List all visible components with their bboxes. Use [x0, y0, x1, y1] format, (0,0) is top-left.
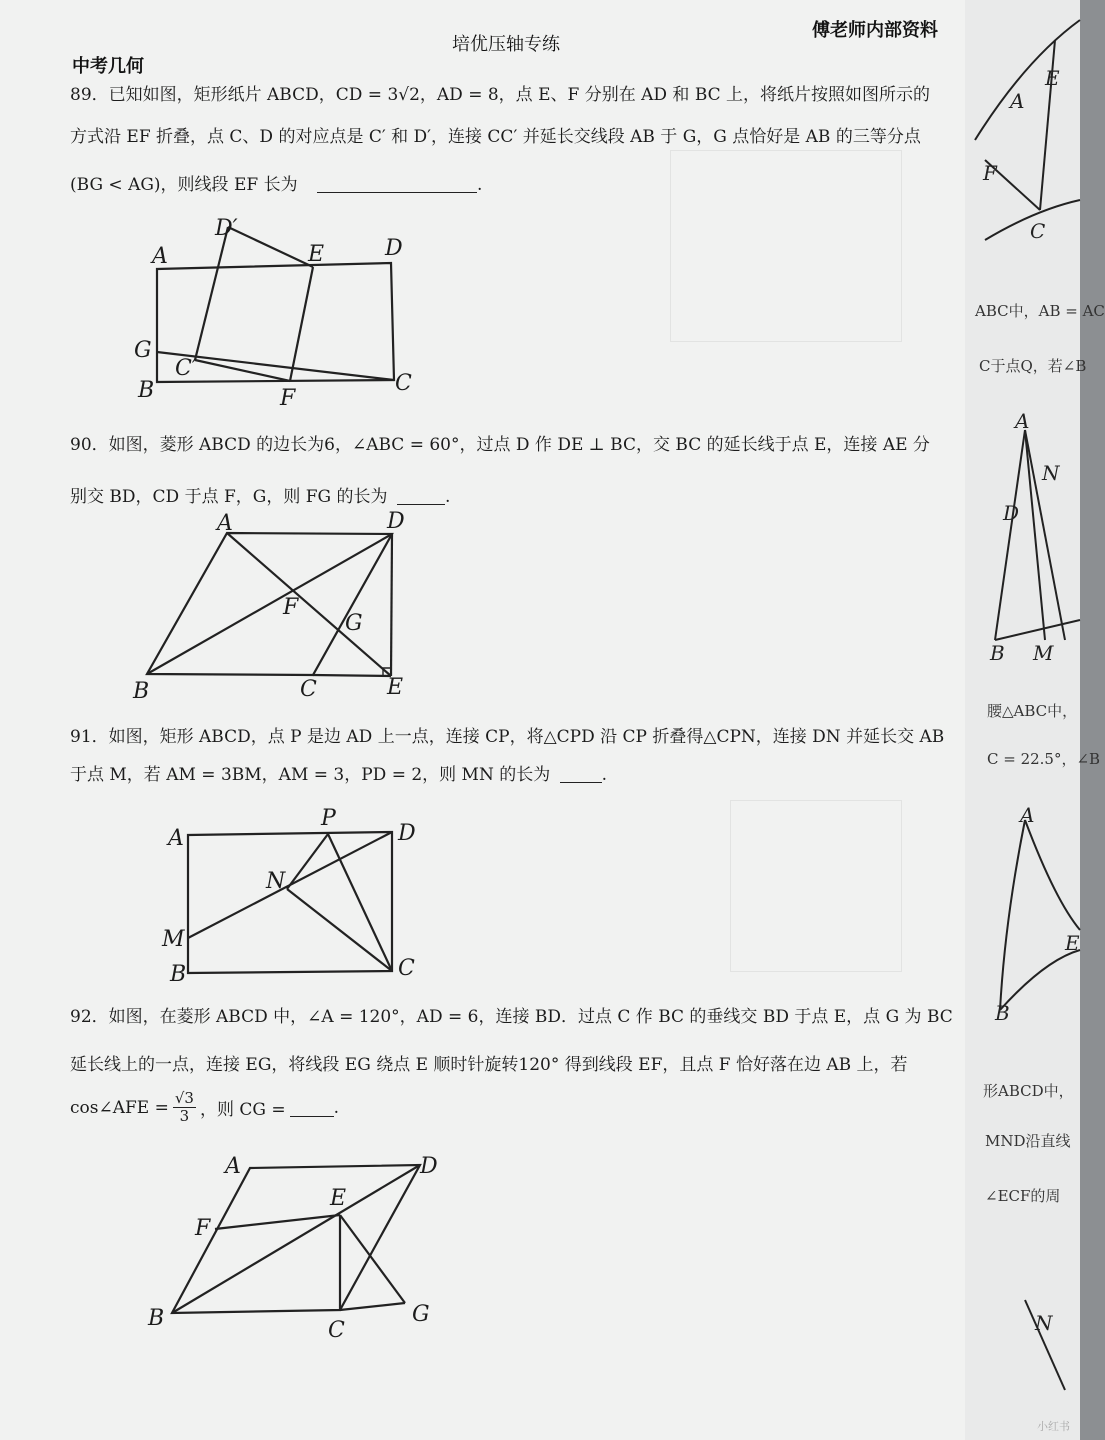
q92-label-a: A — [225, 1154, 241, 1179]
adjacent-label-e: E — [1045, 66, 1060, 90]
adjacent-text-1: ABC中，AB = AC — [975, 302, 1105, 320]
q91-label-c: C — [398, 956, 415, 981]
adjacent-text-5: 形ABCD中， — [983, 1082, 1074, 1100]
q92-answer-blank[interactable] — [290, 1099, 334, 1117]
q89-text-line3: (BG < AG)，则线段 EF 长为 . — [70, 175, 483, 195]
q90-figure — [125, 510, 425, 704]
adjacent-label-a: A — [1010, 89, 1025, 113]
q89-answer-blank[interactable] — [317, 175, 477, 193]
q91-answer-blank[interactable] — [560, 765, 602, 783]
q90-text-line1: 90．如图，菱形 ABCD 的边长为6，∠ABC = 60°，过点 D 作 DE ⊥ BC，交 BC 的延长线于点 E，连接 AE 分 — [70, 435, 930, 455]
adjacent-arc-3 — [1025, 820, 1080, 930]
q91-text-line2: 于点 M，若 AM = 3BM，AM = 3，PD = 2，则 MN 的长为 . — [70, 765, 608, 785]
q92-fraction-numerator: √3 — [174, 1089, 194, 1107]
q90-label-c: C — [300, 677, 317, 702]
q90-diagram — [125, 509, 425, 704]
q92-fraction — [173, 1090, 196, 1126]
adjacent-line-3 — [995, 430, 1025, 640]
q89-text-line1: 89．已知如图，矩形纸片 ABCD，CD = 3√2，AD = 8，点 E、F 分别在 AD 和 BC 上，将纸片按照如图所示的 — [70, 85, 931, 105]
q91-label-p: P — [321, 806, 336, 831]
q89-label-d-prime: D′ — [215, 216, 238, 241]
q91-label-d: D — [398, 821, 416, 846]
adjacent-arc-4 — [1000, 820, 1025, 1010]
q91-figure — [160, 805, 440, 999]
q90-text-line2: 别交 BD，CD 于点 F，G，则 FG 的长为 . — [70, 487, 451, 507]
q89-segment-d1c1 — [195, 227, 228, 360]
adjacent-label-f: F — [983, 161, 997, 185]
q91-segment-nc — [287, 889, 392, 971]
q90-label-a: A — [217, 511, 233, 536]
q92-question: ，则 CG = — [199, 1100, 286, 1121]
q90-segment-de — [391, 534, 392, 676]
q92-segment-cg — [340, 1303, 405, 1310]
adjacent-page — [965, 0, 1105, 1440]
q90-answer-blank[interactable] — [397, 487, 445, 505]
q92-cos-label: cos∠AFE = — [70, 1097, 169, 1118]
q91-diagram — [160, 805, 440, 995]
q90-segment-ae — [227, 533, 391, 676]
q92-diagram — [140, 1145, 460, 1345]
q92-label-f: F — [195, 1216, 211, 1241]
q90-label-b: B — [133, 679, 150, 704]
q91-text-line1: 91．如图，矩形 ABCD，点 P 是边 AD 上一点，连接 CP，将△CPD 沿 CP 折叠得△CPN，连接 DN 并延长交 AB — [70, 727, 945, 747]
adjacent-arc-1 — [975, 20, 1080, 140]
q92-segment-eg — [340, 1215, 405, 1303]
q91-segment-pn — [287, 834, 328, 889]
q92-label-c: C — [328, 1318, 345, 1343]
adjacent-label-e2: E — [1065, 931, 1080, 955]
header-left: 中考几何 — [72, 56, 144, 77]
q89-figure — [130, 215, 430, 419]
adjacent-label-a3: A — [1020, 803, 1035, 827]
adjacent-label-m: M — [1033, 641, 1054, 665]
adjacent-text-4: C = 22.5°，∠B — [987, 750, 1101, 768]
show-through-figure — [730, 800, 902, 972]
q89-label-a: A — [152, 244, 168, 269]
q89-label-c-prime: C′ — [175, 356, 197, 381]
q92-label-e: E — [330, 1186, 347, 1211]
q89-diagram — [130, 215, 430, 415]
q89-segment-ef — [290, 267, 313, 381]
q89-label-c: C — [395, 371, 412, 396]
q92-fraction-denominator: 3 — [179, 1107, 190, 1126]
q89-label-d: D — [385, 236, 403, 261]
q90-label-g: G — [345, 611, 363, 636]
q91-segment-pc — [328, 834, 392, 971]
q92-figure — [140, 1145, 460, 1349]
q91-segment-md — [188, 832, 392, 938]
header-right: 傅老师内部资料 — [812, 20, 938, 41]
q92-label-g: G — [412, 1302, 430, 1327]
q91-question: 于点 M，若 AM = 3BM，AM = 3，PD = 2，则 MN 的长为 — [70, 765, 551, 785]
q90-segment-ce — [313, 675, 391, 676]
q91-label-m: M — [162, 927, 185, 952]
adjacent-text-2: C于点Q，若∠B — [979, 357, 1087, 375]
q89-label-b: B — [138, 378, 155, 403]
adjacent-label-b: B — [990, 641, 1005, 665]
adjacent-label-c: C — [1030, 219, 1046, 243]
adjacent-label-n4: N — [1035, 1311, 1053, 1335]
adjacent-label-a2: A — [1015, 409, 1030, 433]
q90-label-f: F — [283, 595, 299, 620]
adjacent-label-n: N — [1042, 461, 1060, 485]
adjacent-label-b2: B — [995, 1001, 1010, 1025]
adjacent-text-6: MND沿直线 — [985, 1132, 1071, 1150]
watermark: 小红书 — [1037, 1420, 1070, 1433]
q90-label-d: D — [387, 509, 405, 534]
adjacent-text-3: 腰△ABC中， — [987, 702, 1078, 720]
q92-text-line2: 延长线上的一点，连接 EG，将线段 EG 绕点 E 顺时针旋转120° 得到线段 EF，且点 F 恰好落在边 AB 上，若 — [70, 1055, 908, 1075]
q89-label-e: E — [308, 242, 325, 267]
adjacent-arc-5 — [1000, 950, 1080, 1010]
q91-label-a: A — [168, 826, 184, 851]
adjacent-line-5 — [995, 620, 1080, 640]
q92-segment-ef — [215, 1215, 340, 1229]
q89-segment-d1e — [228, 227, 313, 267]
q89-label-g: G — [134, 338, 152, 363]
q92-text-line1: 92．如图，在菱形 ABCD 中，∠A = 120°，AD = 6，连接 BD．过点 C 作 BC 的垂线交 BD 于点 E，点 G 为 BC — [70, 1007, 953, 1027]
adjacent-text-7: ∠ECF的周 — [985, 1187, 1061, 1205]
q91-rectangle-abcd — [188, 832, 392, 973]
q92-label-d: D — [420, 1154, 438, 1179]
header-center: 培优压轴专练 — [452, 34, 560, 55]
q92-text-line3: cos∠AFE = $\frac{√3}{3}$ ，则 CG = . — [70, 1089, 340, 1126]
show-through-figure — [670, 150, 902, 342]
q90-label-e: E — [387, 675, 404, 700]
q90-diagonal-bd — [147, 534, 392, 674]
q89-label-f: F — [280, 386, 296, 411]
q91-label-b: B — [170, 962, 187, 987]
q90-question: 别交 BD，CD 于点 F，G，则 FG 的长为 — [70, 487, 388, 507]
q89-question: (BG < AG)，则线段 EF 长为 — [70, 175, 298, 195]
q89-text-line2: 方式沿 EF 折叠，点 C、D 的对应点是 C′ 和 D′，连接 CC′ 并延长交线段 AB 于 G，G 点恰好是 AB 的三等分点 — [70, 127, 921, 147]
q91-label-n: N — [266, 869, 286, 894]
q92-label-b: B — [148, 1306, 165, 1331]
adjacent-label-d: D — [1003, 501, 1020, 525]
